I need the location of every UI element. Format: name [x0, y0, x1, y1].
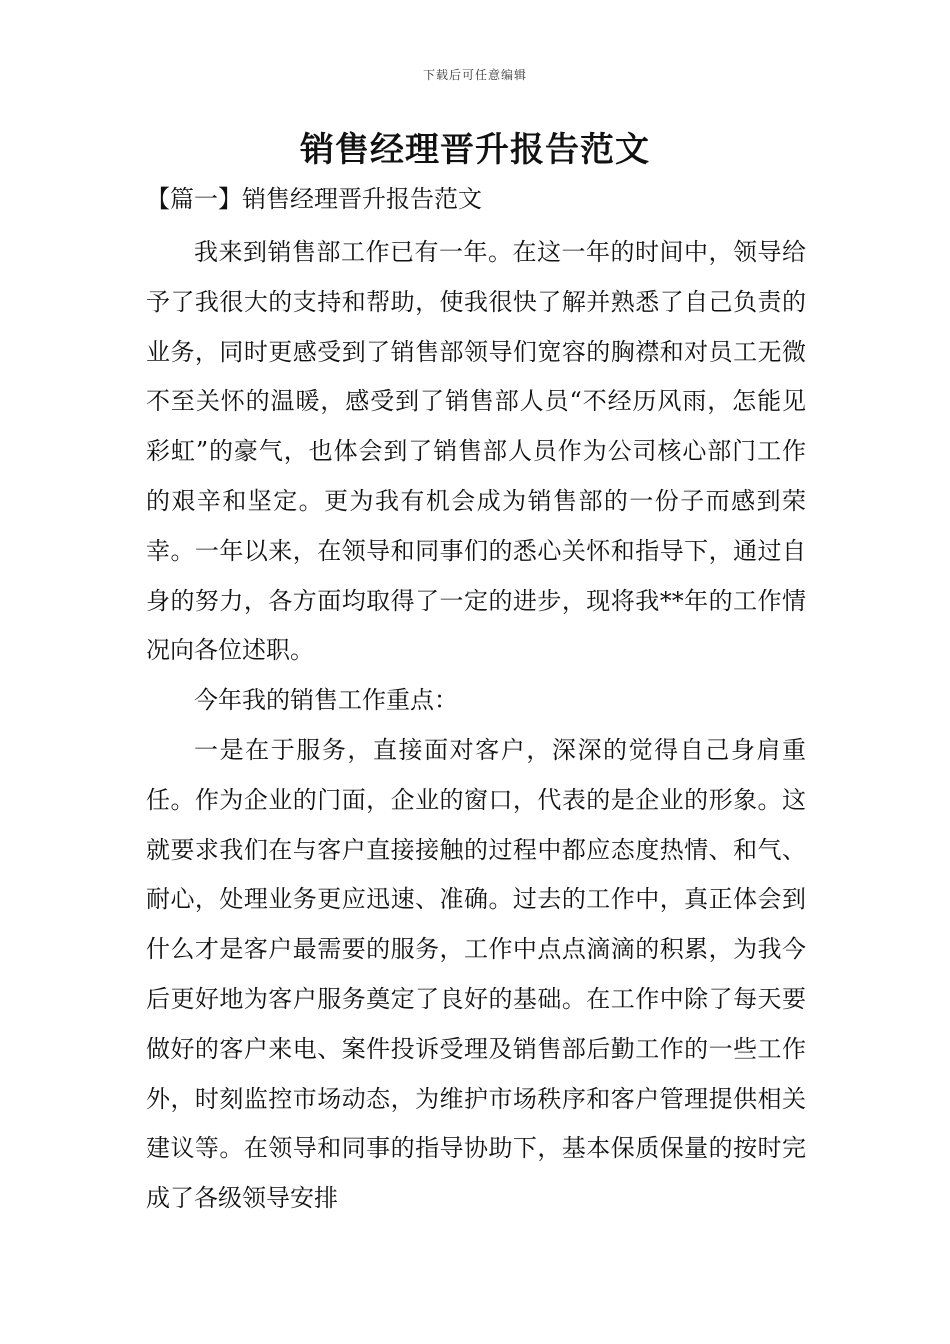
section-heading: 【篇一】销售经理晋升报告范文	[146, 185, 482, 213]
header-note: 下载后可任意编辑	[422, 68, 527, 82]
document-body	[146, 228, 806, 1224]
document-title: 销售经理晋升报告范文	[300, 130, 650, 170]
paragraph-intro: 我来到销售部工作已有一年。在这一年的时间中，领导给予了我很大的支持和帮助，使我很快了解并熟悉了自己负责的业务，同时更感受到了销售部领导们宽容的胸襟和对员工无微不至关怀的温暖，感受到了销售部人员“不经历风雨，怎能见彩虹”的豪气，也体会到了销售部人员作为公司核心部门工作的艰辛和坚定。更为我有机会成为销售部的一份子而感到荣幸。一年以来，在领导和同事们的悉心关怀和指导下，通过自身的努力，各方面均取得了一定的进步，现将我**年的工作情况向各位述职。	[146, 238, 806, 665]
paragraph-service: 一是在于服务，直接面对客户，深深的觉得自己身肩重任。作为企业的门面，企业的窗口，代表的是企业的形象。这就要求我们在与客户直接接触的过程中都应态度热情、和气、耐心，处理业务更应迅速、准确。过去的工作中，真正体会到什么才是客户最需要的服务，工作中点点滴滴的积累，为我今后更好地为客户服务奠定了良好的基础。在工作中除了每天要做好的客户来电、案件投诉受理及销售部后勤工作的一些工作外，时刻监控市场动态，为维护市场秩序和客户管理提供相关建议等。在领导和同事的指导协助下，基本保质保量的按时完成了各级领导安排	[146, 735, 806, 1213]
paragraph-focus-heading: 今年我的销售工作重点：	[194, 686, 458, 715]
